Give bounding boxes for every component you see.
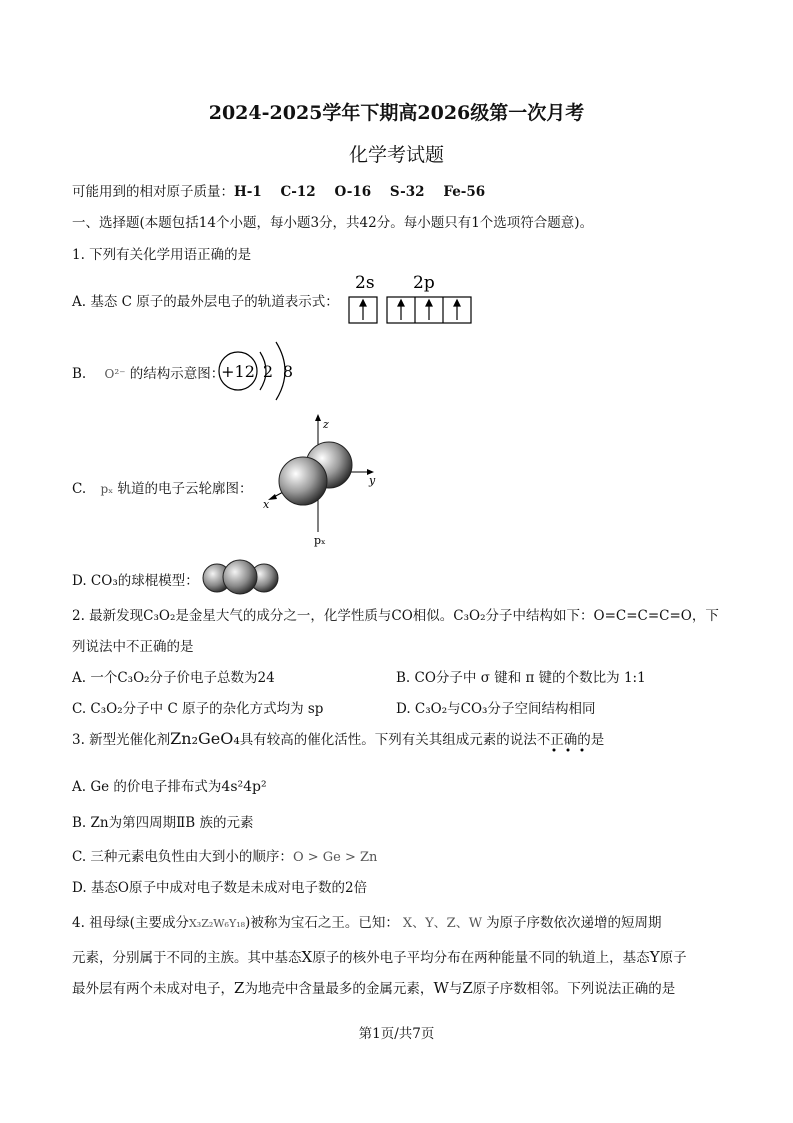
- q3-formula: Zn₂GeO₄: [170, 729, 240, 748]
- section-heading: 一、选择题(本题包括14个小题，每小题3分，共42分。每小题只有1个选项符合题意)。: [72, 215, 594, 231]
- q4-stem-post: )被称为宝石之王。已知：: [245, 915, 399, 931]
- q4-line3-post: 原子序数相邻。下列说法正确的是: [472, 981, 676, 997]
- q1-option-c: [72, 477, 253, 497]
- q3-stem: [72, 728, 604, 748]
- q1-option-b-ion: O²⁻: [104, 367, 126, 381]
- p-orbital-diagram: [258, 412, 383, 552]
- q4-formula: X₃Z₂W₆Y₁₈: [188, 917, 246, 930]
- q3-stem-post: 具有较高的催化活性。下列有关其组成元素的说法不正确的是: [239, 732, 605, 748]
- shell-electrons-2: 8: [282, 362, 294, 381]
- q1-orbital-diagram: [345, 268, 475, 328]
- q1-option-b-text: 的结构示意图：: [129, 366, 225, 382]
- q1-option-b: [72, 362, 224, 382]
- orbital-label-2s: 2s: [355, 273, 375, 293]
- q4-stem-pre: 4. 祖母绿(主要成分: [72, 915, 189, 931]
- q3-option-a-config: 4s²4p²: [221, 779, 267, 795]
- atomic-masses: [72, 180, 485, 200]
- q2-option-b: B. CO分子中 σ 键和 π 键的个数比为 1:1: [396, 670, 646, 686]
- q4-line2-post: 原子: [659, 950, 687, 966]
- q3-option-c-pre: C. 三种元素电负性由大到小的顺序：: [72, 849, 293, 865]
- page-number: 第1页/共7页: [358, 1026, 435, 1042]
- q2-stem-line1: 2. 最新发现C₃O₂是金星大气的成分之一，化学性质与CO相似。C₃O₂分子中结构如下：O=C=C=C=O，下: [72, 608, 719, 624]
- q3-option-a: [72, 775, 267, 795]
- q3-option-c: [72, 845, 377, 865]
- q4-stem-line3: [72, 977, 675, 997]
- q2-option-a: A. 一个C₃O₂分子价电子总数为24: [72, 670, 275, 686]
- q1-option-c-orbital: pₓ: [100, 482, 114, 496]
- shell-electrons-1: 2: [262, 362, 274, 381]
- up-arrow-icon: [360, 300, 460, 320]
- nucleus-charge: +12: [221, 362, 255, 381]
- axis-label-z: z: [323, 418, 329, 431]
- q1-option-c-prefix: C.: [72, 481, 87, 497]
- q1-stem: 1. 下列有关化学用语正确的是: [72, 247, 252, 263]
- q2-option-d: D. C₃O₂与CO₃分子空间结构相同: [396, 701, 596, 717]
- q4-element-y: Y: [649, 948, 660, 966]
- q3-stem-pre: 3. 新型光催化剂: [72, 732, 171, 748]
- q1-option-a-text: A. 基态 C 原子的最外层电子的轨道表示式：: [72, 294, 339, 310]
- q4-element-z2: Z: [462, 979, 473, 997]
- q4-element-x: X: [301, 948, 313, 966]
- axis-label-y: y: [369, 474, 376, 487]
- orbital-label-2p: 2p: [413, 273, 435, 293]
- q4-line2-pre: 元素，分别属于不同的主族。其中基态: [72, 950, 302, 966]
- q4-stem-tail: 为原子序数依次递增的短周期: [486, 915, 662, 931]
- carbon-atom: [223, 560, 257, 594]
- orbital-lobe-front: [279, 457, 327, 505]
- q2-stem-line2: 列说法中不正确的是: [72, 639, 194, 655]
- q2-option-c: C. C₃O₂分子中 C 原子的杂化方式均为 sp: [72, 701, 324, 717]
- exam-title: 2024-2025学年下期高2026级第一次月考: [208, 102, 585, 124]
- atomic-masses-label: 可能用到的相对原子质量：: [72, 184, 234, 200]
- q4-elements: X、Y、Z、W: [402, 916, 483, 931]
- atomic-masses-values: H-1 C-12 O-16 S-32 Fe-56: [234, 184, 486, 200]
- q4-stem-line1: [72, 911, 662, 931]
- emphasis-dots: [548, 746, 588, 754]
- q4-element-w: W: [433, 979, 449, 997]
- atomic-structure-diagram: [214, 338, 304, 404]
- q1-option-d-text: D. CO₃的球棍模型：: [72, 573, 199, 589]
- q4-line3-pre: 最外层有两个未成对电子，: [72, 981, 234, 997]
- q3-option-b: B. Zn为第四周期ⅡB 族的元素: [72, 815, 254, 831]
- exam-subtitle: 化学考试题: [348, 144, 444, 166]
- orbital-caption: pₓ: [314, 534, 326, 547]
- q3-option-d: D. 基态O原子中成对电子数是未成对电子数的2倍: [72, 880, 368, 896]
- ball-stick-model: [200, 558, 282, 596]
- q1-option-c-text: 轨道的电子云轮廓图：: [117, 481, 253, 497]
- axis-label-x: x: [263, 498, 270, 511]
- q3-option-a-pre: A. Ge 的价电子排布式为: [72, 779, 222, 795]
- q4-line3-mid2: 与: [448, 981, 463, 997]
- q1-option-b-prefix: B.: [72, 366, 87, 382]
- q4-stem-line2: [72, 946, 687, 966]
- q3-option-c-order: O > Ge > Zn: [292, 850, 378, 865]
- q4-line3-mid: 为地壳中含量最多的金属元素，: [244, 981, 434, 997]
- q4-line2-mid: 原子的核外电子平均分布在两种能量不同的轨道上，基态: [312, 950, 650, 966]
- q4-element-z: Z: [234, 979, 245, 997]
